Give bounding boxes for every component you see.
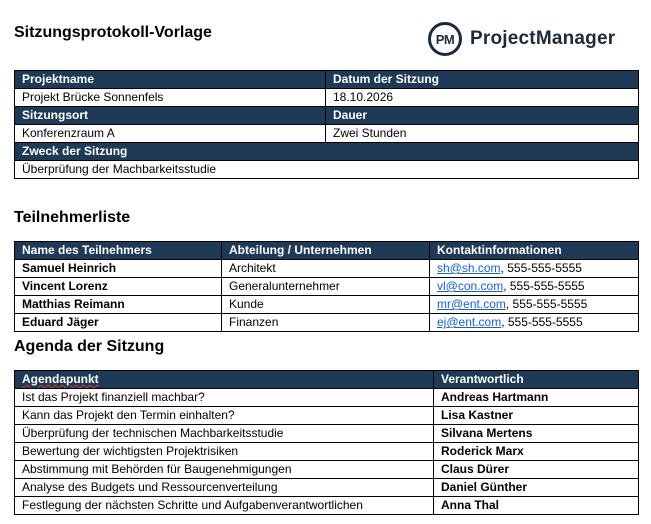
email-link[interactable]: sh@sh.com	[437, 261, 501, 275]
agenda-col-item-label: Agendapunkt	[22, 372, 99, 386]
participant-name: Vincent Lorenz	[15, 278, 222, 296]
participant-name: Samuel Heinrich	[15, 260, 222, 278]
email-link[interactable]: ej@ent.com	[437, 315, 502, 329]
participant-name: Matthias Reimann	[15, 296, 222, 314]
phone-number: , 555-555-5555	[500, 261, 582, 275]
agenda-owner: Anna Thal	[434, 497, 639, 515]
agenda-owner: Lisa Kastner	[434, 407, 639, 425]
participant-dept: Architekt	[222, 260, 430, 278]
agenda-owner: Roderick Marx	[434, 443, 639, 461]
duration-label: Dauer	[326, 107, 639, 125]
participant-dept: Kunde	[222, 296, 430, 314]
agenda-col-owner: Verantwortlich	[434, 371, 639, 389]
date-label: Datum der Sitzung	[326, 71, 639, 89]
location-value: Konferenzraum A	[15, 125, 326, 143]
table-row	[15, 296, 639, 314]
phone-number: , 555-555-5555	[503, 279, 585, 293]
table-row	[15, 425, 639, 443]
location-label: Sitzungsort	[15, 107, 326, 125]
phone-number: , 555-555-5555	[505, 297, 588, 311]
participants-col-name: Name des Teilnehmers	[15, 242, 222, 260]
agenda-item: Ist das Projekt finanziell machbar?	[15, 389, 434, 407]
agenda-item: Überprüfung der technischen Machbarkeitsstudie	[15, 425, 434, 443]
agenda-item: Kann das Projekt den Termin einhalten?	[15, 407, 434, 425]
participants-col-dept: Abteilung / Unternehmen	[222, 242, 430, 260]
agenda-owner: Silvana Mertens	[434, 425, 639, 443]
meeting-info-table	[14, 70, 639, 179]
agenda-item: Abstimmung mit Behörden für Baugenehmigungen	[15, 461, 434, 479]
purpose-value: Überprüfung der Machbarkeitsstudie	[15, 161, 639, 179]
logo-mark: PM	[428, 22, 462, 56]
table-row	[15, 389, 639, 407]
table-row	[15, 497, 639, 515]
logo-text: ProjectManager	[470, 28, 616, 49]
agenda-heading: Agenda der Sitzung	[14, 338, 165, 355]
participants-col-contact: Kontaktinformationen	[430, 242, 639, 260]
participant-contact	[430, 296, 639, 314]
participant-dept: Finanzen	[222, 314, 430, 332]
purpose-label: Zweck der Sitzung	[15, 143, 639, 161]
table-row	[15, 278, 639, 296]
agenda-col-item	[15, 371, 434, 389]
participants-heading: Teilnehmerliste	[14, 209, 131, 226]
participant-contact	[430, 278, 639, 296]
agenda-owner: Andreas Hartmann	[434, 389, 639, 407]
date-value: 18.10.2026	[326, 89, 639, 107]
table-row	[15, 314, 639, 332]
participant-contact	[430, 314, 639, 332]
agenda-owner: Claus Dürer	[434, 461, 639, 479]
duration-value: Zwei Stunden	[326, 125, 639, 143]
agenda-owner: Daniel Günther	[434, 479, 639, 497]
participant-contact	[430, 260, 639, 278]
document-title: Sitzungsprotokoll-Vorlage	[14, 24, 212, 41]
table-row	[15, 461, 639, 479]
agenda-item: Festlegung der nächsten Schritte und Aufgabenverantwortlichen	[15, 497, 434, 515]
participants-table	[14, 241, 639, 332]
agenda-item: Analyse des Budgets und Ressourcenverteilung	[15, 479, 434, 497]
participant-dept: Generalunternehmer	[222, 278, 430, 296]
table-row	[15, 443, 639, 461]
project-name-value: Projekt Brücke Sonnenfels	[15, 89, 326, 107]
table-row	[15, 407, 639, 425]
projectmanager-logo	[428, 19, 615, 59]
participant-name: Eduard Jäger	[15, 314, 222, 332]
agenda-item: Bewertung der wichtigsten Projektrisiken	[15, 443, 434, 461]
email-link[interactable]: vl@con.com	[437, 279, 504, 293]
agenda-table	[14, 370, 639, 515]
project-name-label: Projektname	[15, 71, 326, 89]
phone-number: , 555-555-5555	[501, 315, 583, 329]
table-row	[15, 260, 639, 278]
email-link[interactable]: mr@ent.com	[437, 297, 506, 311]
table-row	[15, 479, 639, 497]
